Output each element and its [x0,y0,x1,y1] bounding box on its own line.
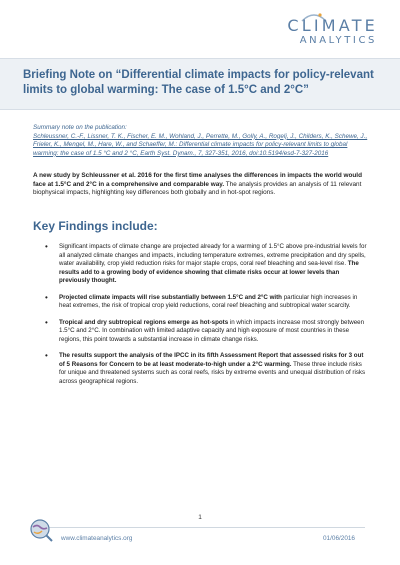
intro-paragraph [33,172,368,198]
page-number: 1 [198,514,202,521]
finding-text: particular high increases in heat extremes, the risk of tropical crop yield reductions, coral reef bleaching and subtropical water scarcity. [59,293,358,309]
finding-bold: The results support the analysis of the IPCC in its fifth Assessment Report that assessed risks for 3 out of 5 Reasons for Concern to be at least moderate-to-high under a 2°C warming. [59,352,364,368]
climate-analytics-logo [258,12,378,50]
summary-lead: Summary note on the publication: [33,124,127,131]
list-item [45,352,367,386]
finding-bold: Tropical and dry subtropical regions emerge as hot-spots [59,318,229,326]
list-item [45,294,367,311]
list-item [45,319,367,345]
intro-rest: The analysis provides an analysis of 11 relevant biophysical impacts, highlighting key differences both globally and in hot-spot regions. [33,180,362,197]
intro-bold: A new study by Schleussner et al. 2016 for the first time analyses the differences in impacts the world would face at 1.5°C and 2°C in a comprehensive and comparable way. [33,172,362,188]
publication-date: 01/06/2016 [323,535,355,542]
key-findings-heading: Key Findings include: [33,219,158,233]
logo-word-climate: CLIMATE [287,16,378,35]
globe-magnifier-icon [27,516,55,544]
bullet-icon: • [45,292,48,302]
finding-text: These three include risks for unique and threatened systems such as coral reefs, risks by extreme events and unequal distribution of risks across geographical regions. [59,360,366,385]
bullet-icon: • [45,242,48,251]
finding-text: in which impacts increase most strongly between 1.5°C and 2°C. In combination with limited adaptive capacity and high exposure of most countries in these regions, this point towards a substantial increase in climate change risks. [59,318,365,343]
publication-reference-link[interactable]: Schleussner, C.-F., Lissner, T. K., Fischer, E. M., Wohland, J., Perrette, M., Golly, A., Rogelj, J., Childers, K., Schewe, J., Frieler, K., Mengel, M., Hare, W., and Schaeffer, M.: Differential climate impacts for policy-relevant limits to global warming: the case of 1.5 °C and 2 °C, Earth Syst. Dynam., 7, 327-351, 2016, doi:10.5194/esd-7-327-2016 [33,132,368,157]
bullet-icon: • [45,317,48,327]
finding-bold: The results add to a growing body of evidence showing that climate risks occur at lower levels than previously thought. [59,260,359,284]
footer-divider [45,527,365,528]
logo-word-analytics: ANALYTICS [299,35,377,46]
page-title: Briefing Note on “Differential climate impacts for policy-relevant limits to global warming: The case of 1.5°C and 2°C” [23,69,374,96]
bullet-icon: • [45,351,48,360]
finding-bold: Projected climate impacts will rise substantially between 1.5°C and 2°C with [59,293,282,301]
summary-note [33,124,368,158]
list-item [45,243,367,286]
website-link[interactable]: www.climateanalytics.org [61,535,133,542]
findings-list [45,243,367,394]
finding-text: Significant impacts of climate change are projected already for a warming of 1.5°C above pre-industrial levels for all analyzed climate changes and impacts, including temperature extremes, extreme precipitation and dry spells, water availability, crop yield reduction risks for major staple crops, coral reef bleaching and sea-level rise. [59,243,367,267]
